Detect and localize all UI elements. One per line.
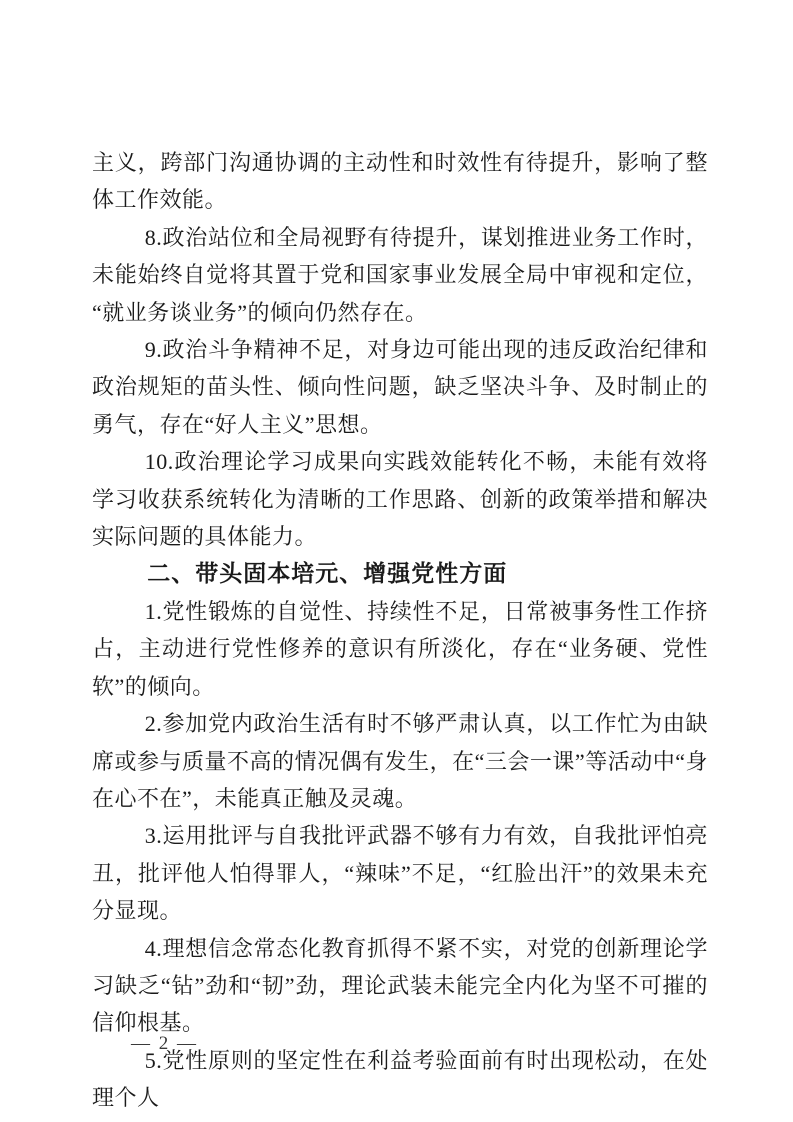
paragraph: 10.政治理论学习成果向实践效能转化不畅，未能有效将学习收获系统转化为清晰的工作思路、创新的政策举措和解决实际问题的具体能力。 <box>92 449 708 550</box>
page-number: — 2 — <box>131 1033 198 1054</box>
section-heading: 二、带头固本培元、增强党性方面 <box>147 560 508 587</box>
paragraph: 9.政治斗争精神不足，对身边可能出现的违反政治纪律和政治规矩的苗头性、倾向性问题，缺乏坚决斗争、及时制止的勇气，存在“好人主义”思想。 <box>92 337 708 437</box>
paragraph: 3.运用批评与自我批评武器不够有力有效，自我批评怕亮丑，批评他人怕得罪人，“辣味”不足，“红脸出汗”的效果未充分显现。 <box>92 823 708 924</box>
document-body <box>92 144 708 1117</box>
paragraph: 主义，跨部门沟通协调的主动性和时效性有待提升，影响了整体工作效能。 <box>92 150 708 213</box>
paragraph: 1.党性锻炼的自觉性、持续性不足，日常被事务性工作挤占，主动进行党性修养的意识有所淡化，存在“业务硬、党性软”的倾向。 <box>92 598 708 699</box>
paragraph: 2.参加党内政治生活有时不够严肃认真，以工作忙为由缺席或参与质量不高的情况偶有发生，在“三会一课”等活动中“身在心不在”，未能真正触及灵魂。 <box>92 711 708 811</box>
paragraph: 8.政治站位和全局视野有待提升，谋划推进业务工作时，未能始终自觉将其置于党和国家事业发展全局中审视和定位，“就业务谈业务”的倾向仍然存在。 <box>92 224 708 325</box>
paragraph: 4.理想信念常态化教育抓得不紧不实，对党的创新理论学习缺乏“钻”劲和“韧”劲，理论武装未能完全内化为坚不可摧的信仰根基。 <box>92 935 708 1036</box>
paragraph: 5.党性原则的坚定性在利益考验面前有时出现松动，在处理个人 <box>92 1047 708 1111</box>
